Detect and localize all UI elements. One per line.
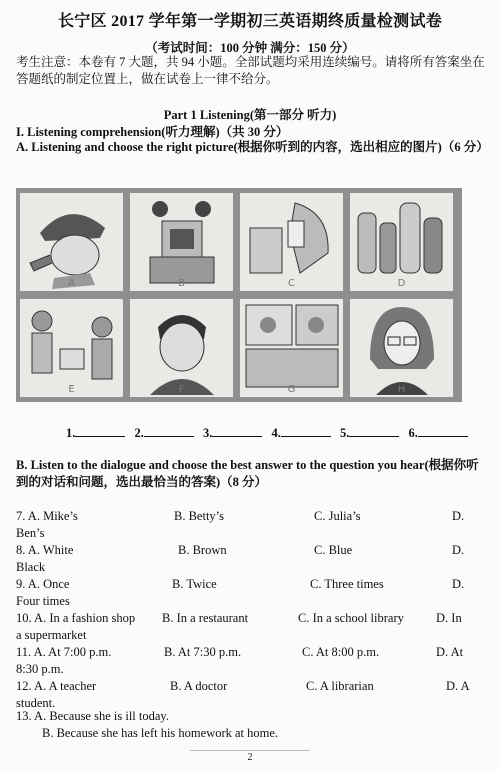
picture-label: F (178, 384, 185, 395)
detective-with-pipe-icon (20, 193, 123, 291)
bottles-icon (350, 193, 453, 291)
option-c: C. Blue (314, 543, 353, 557)
option-b: B. In a restaurant (162, 611, 249, 625)
blank-number: 5. (340, 426, 350, 440)
question-item (16, 542, 486, 576)
q13-option-a: 13. A. Because she is ill today. (16, 709, 169, 723)
option-d-wrap: student. (16, 696, 56, 710)
footer-divider (190, 750, 310, 751)
section-i-heading: I. Listening comprehension(听力理解)（共 30 分） (16, 125, 289, 139)
picture-label: H (397, 384, 406, 395)
option-d-wrap: a supermarket (16, 628, 87, 642)
blank-number: 4. (271, 426, 281, 440)
question-item (16, 678, 486, 712)
section-b-heading: B. Listen to the dialogue and choose the best answer to the question you hear(根据你听到的对话和问题，选出最恰当的答案)（8 分） (16, 458, 479, 489)
question-13 (16, 708, 486, 742)
option-d-wrap: Four times (16, 594, 70, 608)
answer-blank[interactable] (144, 425, 194, 437)
part-title: Part 1 Listening(第一部分 听力) (163, 108, 337, 122)
question-item (16, 576, 486, 610)
page-number: 2 (247, 752, 253, 763)
option-c: C. In a school library (298, 611, 404, 625)
answer-blank[interactable] (212, 425, 262, 437)
q13-option-b: B. Because she has left his homework at home. (42, 726, 279, 740)
picture-panel (16, 188, 462, 402)
blank-item (409, 425, 468, 441)
blank-number: 2. (134, 426, 144, 440)
picture-b (130, 193, 233, 291)
woman-glasses-icon (350, 299, 453, 397)
two-people-gift-icon (20, 299, 123, 397)
blank-item (340, 425, 399, 441)
picture-label: B (178, 278, 185, 289)
exam-title: 长宁区 2017 学年第一学期初三英语期终质量检测试卷 (57, 13, 443, 30)
picture-e (20, 299, 123, 397)
blank-item (66, 425, 125, 441)
man-portrait-icon (130, 299, 233, 397)
person-drinking-icon (240, 193, 343, 291)
option-d: D. (452, 543, 465, 557)
option-a: 10. A. In a fashion shop (16, 611, 136, 625)
blank-number: 1. (66, 426, 76, 440)
option-b: B. A doctor (170, 679, 228, 693)
picture-g (240, 299, 343, 397)
question-list (16, 508, 486, 712)
option-d: D. In (436, 611, 462, 625)
picture-label: C (288, 278, 295, 289)
option-a: 7. A. Mike’s (16, 509, 78, 523)
option-c: C. A librarian (306, 679, 374, 693)
picture-label: G (287, 384, 296, 395)
answer-blank[interactable] (418, 425, 468, 437)
picture-c (240, 193, 343, 291)
picture-f (130, 299, 233, 397)
question-item (16, 610, 486, 644)
picture-a (20, 193, 123, 291)
answer-blanks (66, 425, 474, 441)
option-b: B. Betty’s (174, 509, 225, 523)
robot-icon (130, 193, 233, 291)
question-item (16, 508, 486, 542)
option-d-wrap: Black (16, 560, 46, 574)
question-item (16, 644, 486, 678)
option-c: C. Julia’s (314, 509, 361, 523)
option-d-wrap: Ben’s (16, 526, 45, 540)
picture-label: D (397, 278, 406, 289)
option-b: B. Twice (172, 577, 217, 591)
option-d: D. (452, 577, 465, 591)
picture-d (350, 193, 453, 291)
option-a: 8. A. White (16, 543, 74, 557)
exam-subtitle: （考试时间：100 分钟 满分：150 分） (145, 41, 355, 55)
option-b: B. At 7:30 p.m. (164, 645, 242, 659)
section-a-heading: A. Listening and choose the right picture(根据你听到的内容，选出相应的图片)（6 分） (16, 140, 489, 154)
blank-item (135, 425, 194, 441)
answer-blank[interactable] (349, 425, 399, 437)
option-c: C. Three times (310, 577, 384, 591)
answer-blank[interactable] (281, 425, 331, 437)
option-b: B. Brown (178, 543, 227, 557)
option-a: 12. A. A teacher (16, 679, 97, 693)
picture-label: A (68, 278, 75, 289)
blank-number: 3. (203, 426, 213, 440)
option-a: 9. A. Once (16, 577, 70, 591)
answer-blank[interactable] (75, 425, 125, 437)
option-a: 11. A. At 7:00 p.m. (16, 645, 112, 659)
blank-item (272, 425, 331, 441)
option-d: D. At (436, 645, 464, 659)
option-c: C. At 8:00 p.m. (302, 645, 380, 659)
blank-item (203, 425, 262, 441)
classroom-comic-icon (240, 299, 343, 397)
picture-h (350, 299, 453, 397)
option-d: D. (452, 509, 465, 523)
option-d: D. A (446, 679, 470, 693)
exam-notice: 考生注意：本卷有 7 大题，共 94 小题。全部试题均采用连续编号。请将所有答案坐在答题纸的制定位置上，做在试卷上一律不给分。 (16, 55, 485, 86)
blank-number: 6. (408, 426, 418, 440)
option-d-wrap: 8:30 p.m. (16, 662, 64, 676)
picture-label: E (68, 384, 75, 395)
